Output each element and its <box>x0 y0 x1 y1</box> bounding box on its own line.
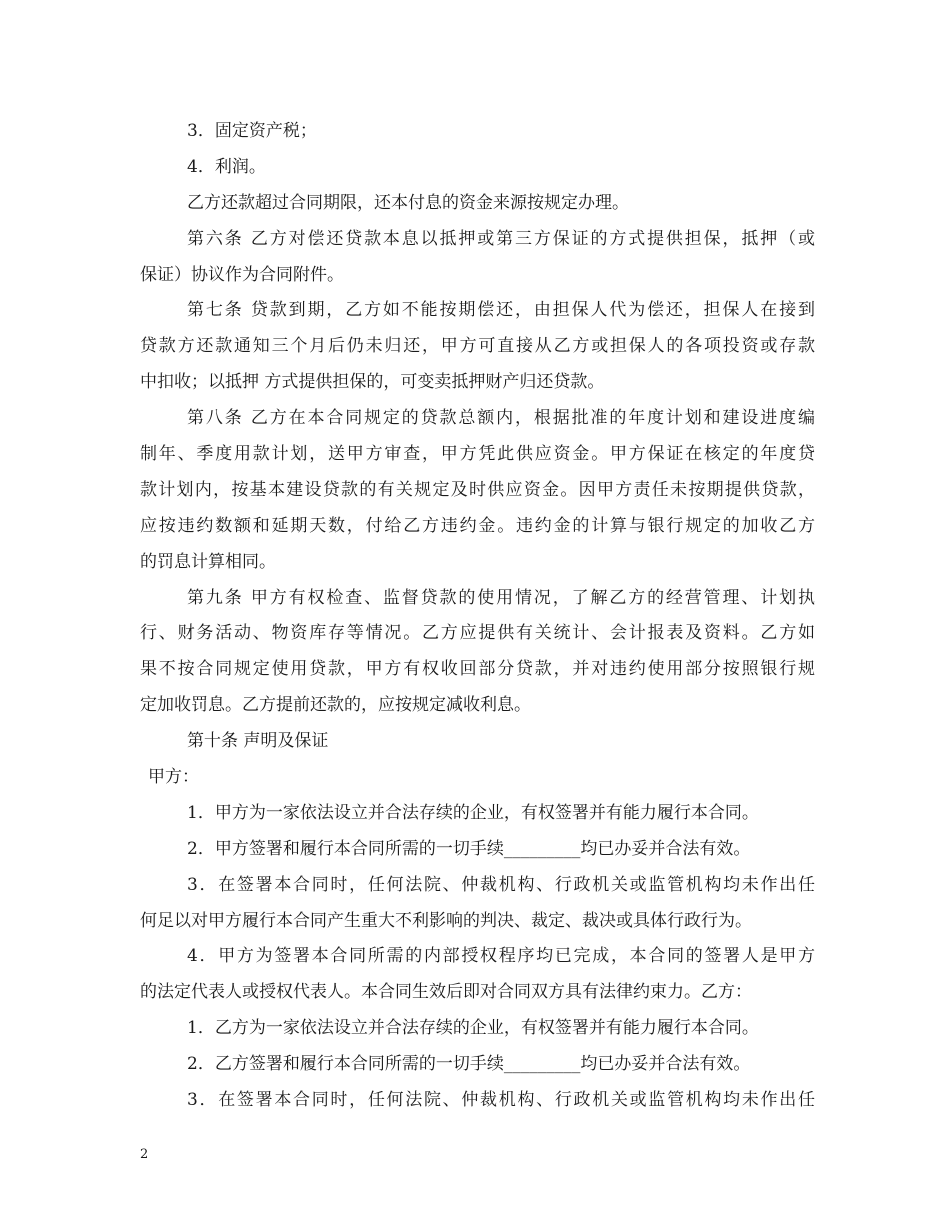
text-line: 第八条 乙方在本合同规定的贷款总额内，根据批准的年度计划和建设进度编 <box>187 408 815 429</box>
text-line: 1．乙方为一家依法设立并合法存续的企业，有权签署并有能力履行本合同。 <box>187 1018 759 1039</box>
text-line: 1．甲方为一家依法设立并合法存续的企业，有权签署并有能力履行本合同。 <box>187 802 759 823</box>
text-line: 贷款方还款通知三个月后仍未归还，甲方可直接从乙方或担保人的各项投资或存款 <box>140 336 815 357</box>
text-line: 第九条 甲方有权检查、监督贷款的使用情况，了解乙方的经营管理、计划执 <box>187 587 815 608</box>
text-line: 第十条 声明及保证 <box>187 731 329 752</box>
text-line: 2．乙方签署和履行本合同所需的一切手续_________均已办妥并合法有效。 <box>187 1054 751 1075</box>
text-line: 果不按合同规定使用贷款，甲方有权收回部分贷款，并对违约使用部分按照银行规 <box>140 659 815 680</box>
text-line: 第六条 乙方对偿还贷款本息以抵押或第三方保证的方式提供担保，抵押（或 <box>187 228 815 249</box>
text-line: 制年、季度用款计划，送甲方审查，甲方凭此供应资金。甲方保证在核定的年度贷 <box>140 444 815 465</box>
text-line: 乙方还款超过合同期限，还本付息的资金来源按规定办理。 <box>187 192 629 213</box>
text-line: 第七条 贷款到期，乙方如不能按期偿还，由担保人代为偿还，担保人在接到 <box>187 300 815 321</box>
page-number: 2 <box>140 1147 149 1162</box>
text-line: 行、财务活动、物资库存等情况。乙方应提供有关统计、会计报表及资料。乙方如 <box>140 623 815 644</box>
document-body <box>140 114 815 1119</box>
text-line: 款计划内，按基本建设贷款的有关规定及时供应资金。因甲方责任未按期提供贷款， <box>140 479 815 500</box>
text-line: 3．在签署本合同时，任何法院、仲裁机构、行政机关或监管机构均未作出任 <box>187 874 815 895</box>
text-line: 4．甲方为签署本合同所需的内部授权程序均已完成，本合同的签署人是甲方 <box>187 946 815 967</box>
text-line: 应按违约数额和延期天数，付给乙方违约金。违约金的计算与银行规定的加收乙方 <box>140 515 815 536</box>
text-line: 定加收罚息。乙方提前还款的，应按规定减收利息。 <box>140 695 531 716</box>
text-line: 4．利润。 <box>187 156 266 177</box>
text-line: 甲方： <box>148 767 199 788</box>
text-line: 的罚息计算相同。 <box>140 551 276 572</box>
text-line: 的法定代表人或授权代表人。本合同生效后即对合同双方具有法律约束力。乙方： <box>140 982 752 1003</box>
text-line: 3．在签署本合同时，任何法院、仲裁机构、行政机关或监管机构均未作出任 <box>187 1090 815 1111</box>
text-line: 3．固定资产税； <box>187 121 317 141</box>
text-line: 保证）协议作为合同附件。 <box>140 264 344 285</box>
text-line: 何足以对甲方履行本合同产生重大不利影响的判决、裁定、裁决或具体行政行为。 <box>140 910 752 931</box>
text-line: 2．甲方签署和履行本合同所需的一切手续_________均已办妥并合法有效。 <box>187 838 751 859</box>
text-line: 中扣收；以抵押 方式提供担保的，可变卖抵押财产归还贷款。 <box>140 372 605 393</box>
